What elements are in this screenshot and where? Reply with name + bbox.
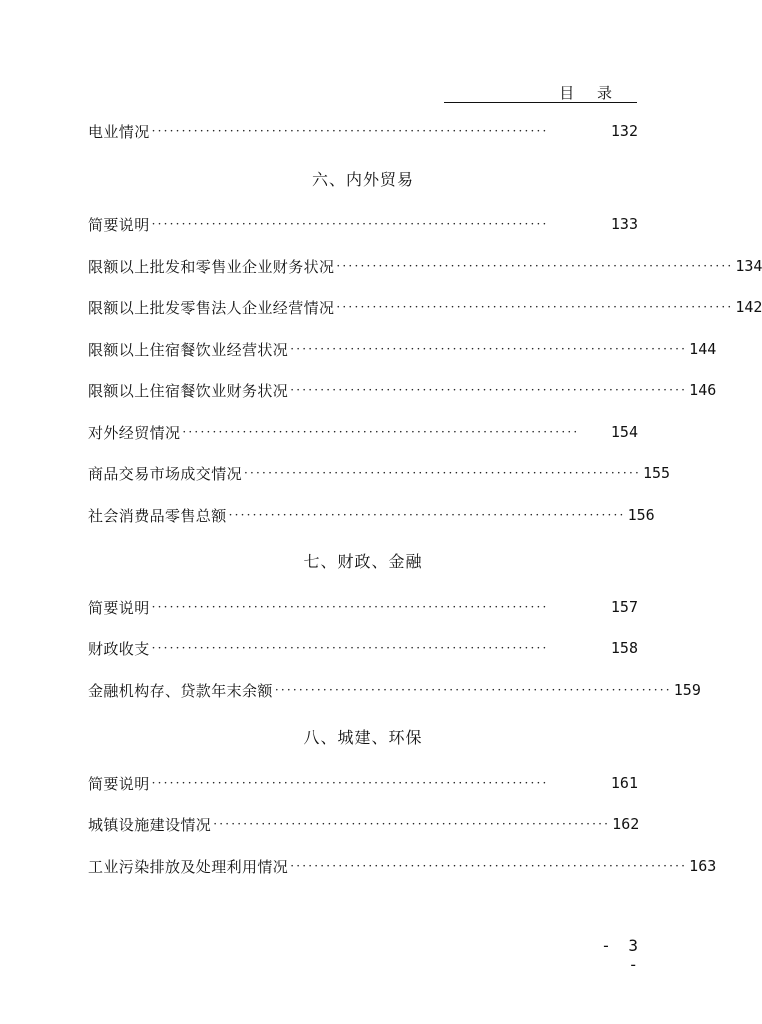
toc-entry[interactable] <box>88 119 638 143</box>
toc-entry-title: 简要说明 <box>88 215 150 234</box>
toc-entry[interactable] <box>88 812 638 836</box>
toc-entry-page: 146 <box>689 381 717 399</box>
toc-entry-title: 简要说明 <box>88 598 150 617</box>
page-number: - 3 - <box>601 936 642 974</box>
toc-entry-page: 132 <box>610 122 638 140</box>
section-heading: 七、财政、金融 <box>303 552 423 571</box>
toc-entry-title: 工业污染排放及处理利用情况 <box>88 857 289 876</box>
dot-leader: ·································································· <box>151 641 549 655</box>
section-heading: 八、城建、环保 <box>303 728 423 747</box>
toc-entry-page: 155 <box>642 464 671 482</box>
toc-entry-title: 金融机构存、贷款年末余额 <box>88 681 273 700</box>
dot-leader: ·································································· <box>182 425 580 439</box>
running-header <box>444 84 637 103</box>
dot-leader: ·································································· <box>290 859 688 873</box>
dot-leader: ·································································· <box>290 383 688 397</box>
toc-entry-title: 限额以上批发零售法人企业经营情况 <box>88 298 335 317</box>
header-title: 目 录 <box>559 84 621 102</box>
toc-entry[interactable] <box>88 337 717 361</box>
dot-leader: ·································································· <box>151 776 549 790</box>
toc-entry-page: 133 <box>610 215 638 233</box>
dot-leader: ·································································· <box>151 124 549 138</box>
toc-entry-title: 财政收支 <box>88 639 150 658</box>
dot-leader: ·································································· <box>151 217 549 231</box>
toc-entry-page: 157 <box>610 598 638 616</box>
toc-entry-title: 电业情况 <box>88 122 150 141</box>
toc-entry[interactable] <box>88 212 638 236</box>
toc-entry[interactable] <box>88 636 638 660</box>
toc-entry-title: 限额以上住宿餐饮业经营状况 <box>88 340 289 359</box>
toc-entry[interactable] <box>88 295 762 319</box>
toc-entry[interactable] <box>88 420 638 444</box>
toc-entry-title: 限额以上批发和零售业企业财务状况 <box>88 257 335 276</box>
toc-entry-title: 对外经贸情况 <box>88 423 181 442</box>
toc-entry-title: 简要说明 <box>88 774 150 793</box>
toc-entry-title: 社会消费品零售总额 <box>88 506 227 525</box>
dot-leader: ·································································· <box>151 600 549 614</box>
toc-entry-title: 城镇设施建设情况 <box>88 815 212 834</box>
toc-entry-page: 156 <box>627 506 655 524</box>
toc-entry-title: 商品交易市场成交情况 <box>88 464 243 483</box>
toc-entry[interactable] <box>88 678 701 702</box>
toc-entry-page: 163 <box>689 857 717 875</box>
toc-entry[interactable] <box>88 771 638 795</box>
toc-entry[interactable] <box>88 854 717 878</box>
section-heading: 六、内外贸易 <box>311 170 414 189</box>
toc-entry-page: 134 <box>735 257 762 275</box>
dot-leader: ·································································· <box>274 683 672 697</box>
dot-leader: ·································································· <box>290 342 688 356</box>
toc-entry-page: 144 <box>689 340 717 358</box>
toc-entry-page: 159 <box>673 681 701 699</box>
toc-entry[interactable] <box>88 254 762 278</box>
dot-leader: ·································································· <box>244 466 641 480</box>
toc-entry-page: 158 <box>610 639 638 657</box>
toc-entry-title: 限额以上住宿餐饮业财务状况 <box>88 381 289 400</box>
toc-entry-page: 154 <box>610 423 638 441</box>
toc-entry[interactable] <box>88 378 717 402</box>
dot-leader: ·································································· <box>228 508 626 522</box>
toc-entry[interactable] <box>88 461 671 485</box>
dot-leader: ·································································· <box>336 300 734 314</box>
toc-entry-page: 161 <box>610 774 638 792</box>
toc-entry-page: 142 <box>735 298 762 316</box>
dot-leader: ·································································· <box>213 817 611 831</box>
toc-entry[interactable] <box>88 595 638 619</box>
dot-leader: ·································································· <box>336 259 734 273</box>
toc-entry-page: 162 <box>612 815 640 833</box>
toc-entry[interactable] <box>88 503 655 527</box>
